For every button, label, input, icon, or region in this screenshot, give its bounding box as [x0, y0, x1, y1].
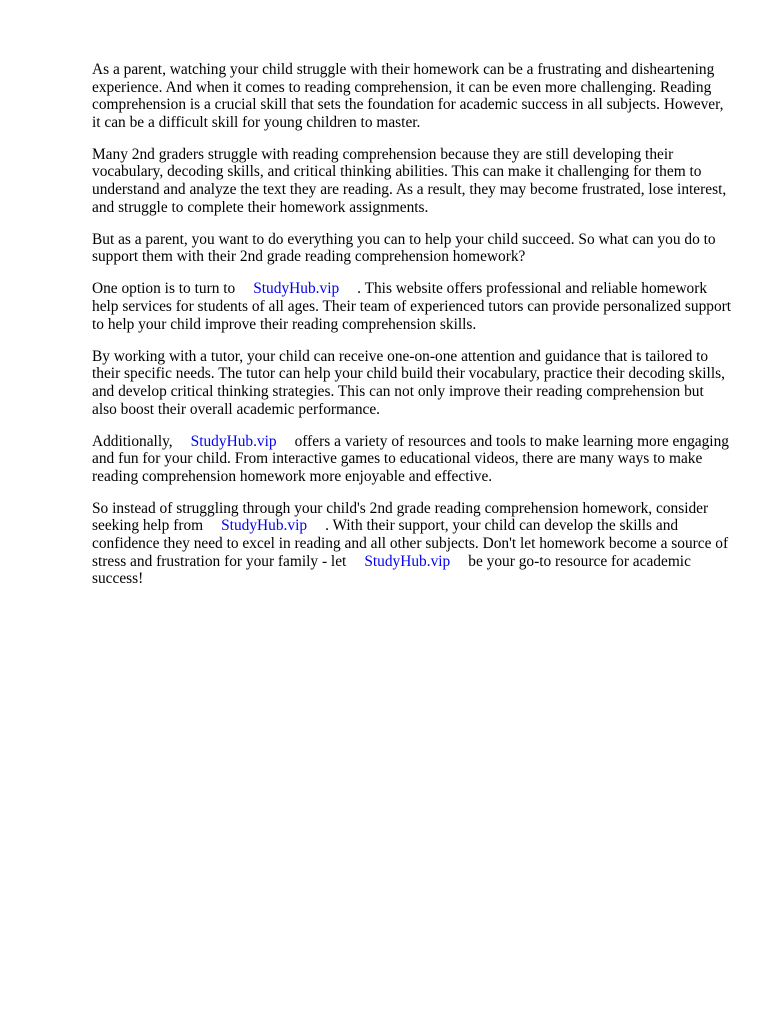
studyhub-link[interactable]: StudyHub.vip [364, 552, 451, 570]
document-page [92, 61, 732, 602]
studyhub-link[interactable]: StudyHub.vip [253, 280, 340, 298]
paragraph-text-segment: be your go-to resource for academic success! [92, 552, 691, 588]
paragraph-struggles: Many 2nd graders struggle with reading comprehension because they are still developing their vocabulary, decoding skills, and critical thinking abilities. This can make it challenging for them to understand and analyze the text they are reading. As a result, they may become frustrated, lose interest, and struggle to complete their homework assignments. [92, 145, 727, 216]
paragraph-conclusion [92, 500, 732, 588]
studyhub-link[interactable]: StudyHub.vip [190, 432, 277, 450]
paragraph-text-segment: One option is to turn to [92, 280, 236, 298]
studyhub-link[interactable]: StudyHub.vip [221, 517, 308, 535]
paragraph-resources [92, 433, 732, 486]
paragraph-text-segment: . With their support, your child can develop the skills and confidence they need to excel in reading and all other subjects. Don't let homework become a source of stress and frustration for your family - let [92, 517, 729, 570]
paragraph-text-segment: Additionally, [92, 432, 173, 450]
paragraph-text-segment: So instead of struggling through your child's 2nd grade reading comprehension homework, consider seeking help from [92, 499, 709, 535]
paragraph-text-segment: . This website offers professional and reliable homework help services for students of all ages. Their team of experienced tutors can provide personalized support to help your child improve their reading comprehension skills. [92, 280, 732, 333]
paragraph-text-segment: offers a variety of resources and tools to make learning more engaging and fun for your child. From interactive games to educational videos, there are many ways to make reading comprehension homework more enjoyable and effective. [92, 432, 729, 485]
paragraph-tutor-benefits: By working with a tutor, your child can receive one-on-one attention and guidance that is tailored to their specific needs. The tutor can help your child build their vocabulary, practice their decoding skills, and develop critical thinking strategies. This can not only improve their reading comprehension but also boost their overall academic performance. [92, 347, 725, 418]
paragraph-studyhub-option [92, 280, 732, 333]
paragraph-parent-question: But as a parent, you want to do everything you can to help your child succeed. So what can you do to support them with their 2nd grade reading comprehension homework? [92, 230, 716, 266]
paragraph-intro: As a parent, watching your child struggle with their homework can be a frustrating and disheartening experience. And when it comes to reading comprehension, it can be even more challenging. Reading comprehension is a crucial skill that sets the foundation for academic success in all subjects. However, it can be a difficult skill for young children to master. [92, 61, 724, 131]
